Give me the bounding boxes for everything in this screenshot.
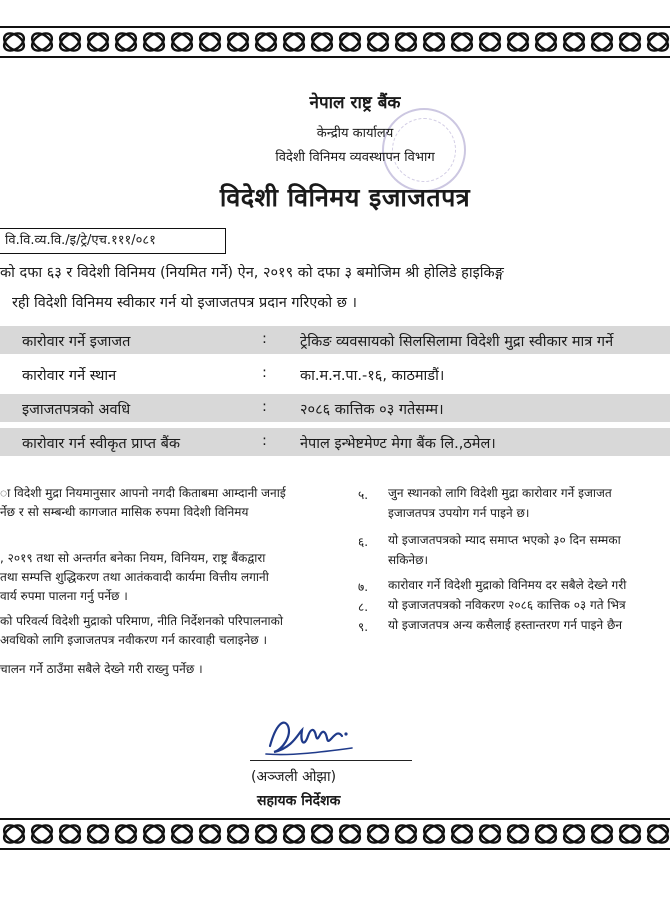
knot-loop bbox=[589, 822, 615, 846]
knot-loop bbox=[561, 822, 587, 846]
knot-loop bbox=[57, 822, 83, 846]
knot-loop bbox=[449, 30, 475, 54]
knot-loop bbox=[197, 822, 223, 846]
detail-label: कारोवार गर्ने स्थान bbox=[22, 368, 117, 384]
knot-loop bbox=[393, 30, 419, 54]
condition-line: सकिनेछ। bbox=[388, 553, 429, 567]
knot-loop bbox=[113, 30, 139, 54]
knot-loop bbox=[449, 822, 475, 846]
knot-loop bbox=[57, 30, 83, 54]
handwritten-signature bbox=[262, 712, 362, 764]
knot-loop bbox=[29, 30, 55, 54]
knot-loop bbox=[337, 822, 363, 846]
condition-line: कारोवार गर्ने विदेशी मुद्राको विनिमय दर सबैले देख्ने गरी bbox=[388, 578, 627, 592]
knot-loop bbox=[113, 822, 139, 846]
knot-loop bbox=[169, 822, 195, 846]
detail-row-permission bbox=[0, 326, 670, 354]
detail-value: २०८६ कात्तिक ०३ गतेसम्म। bbox=[300, 402, 444, 418]
detail-value: ट्रेकिङ व्यवसायको सिलसिलामा विदेशी मुद्रा स्वीकार मात्र गर्ने bbox=[300, 334, 614, 350]
condition-line: यो इजाजतपत्रको नविकरण २०८६ कात्तिक ०३ गते भित्र bbox=[388, 598, 626, 612]
detail-label: इजाजतपत्रको अवधि bbox=[22, 402, 131, 418]
condition-line: अवधिको लागि इजाजतपत्र नवीकरण गर्न कारवाही चलाइनेछ । bbox=[0, 633, 268, 647]
intro-line-2: रही विदेशी विनिमय स्वीकार गर्न यो इजाजतपत्र प्रदान गरिएको छ । bbox=[12, 295, 358, 311]
intro-line-1: को दफा ६३ र विदेशी विनिमय (नियमित गर्ने) ऐन, २०१९ को दफा ३ बमोजिम श्री होलिडे हाइकिङ्ग bbox=[0, 265, 504, 281]
knot-loop bbox=[617, 822, 643, 846]
knot-loop bbox=[141, 30, 167, 54]
knot-loop bbox=[281, 822, 307, 846]
knot-loop bbox=[561, 30, 587, 54]
knot-loop bbox=[505, 822, 531, 846]
knot-loop bbox=[253, 822, 279, 846]
detail-row-bank bbox=[0, 428, 670, 456]
detail-label: कारोवार गर्न स्वीकृत प्राप्त बैंक bbox=[22, 436, 180, 452]
knot-loop bbox=[393, 822, 419, 846]
knot-loop bbox=[85, 822, 111, 846]
knot-loop bbox=[337, 30, 363, 54]
knot-loop bbox=[141, 822, 167, 846]
document-title: विदेशी विनिमय इजाजतपत्र bbox=[219, 183, 471, 212]
knot-loop bbox=[505, 30, 531, 54]
condition-number: ६. bbox=[358, 535, 369, 549]
signer-designation: सहायक निर्देशक bbox=[257, 793, 341, 809]
knot-loop bbox=[309, 822, 335, 846]
knot-loop bbox=[169, 30, 195, 54]
decorative-top-border bbox=[0, 26, 670, 58]
org-name: नेपाल राष्ट्र बैंक bbox=[309, 93, 401, 113]
knot-loop bbox=[197, 30, 223, 54]
condition-line: यो इजाजतपत्रको म्याद समाप्त भएको ३० दिन सम्मका bbox=[388, 533, 621, 547]
knot-loop bbox=[365, 30, 391, 54]
detail-colon: : bbox=[262, 331, 267, 347]
reference-number-box bbox=[0, 228, 226, 254]
condition-number: ७. bbox=[358, 580, 369, 594]
knot-loop bbox=[477, 30, 503, 54]
knot-loop bbox=[1, 822, 27, 846]
condition-number: ९. bbox=[358, 620, 369, 634]
knot-loop bbox=[617, 30, 643, 54]
condition-line: ा विदेशी मुद्रा नियमानुसार आपनो नगदी किताबमा आम्दानी जनाई bbox=[0, 486, 286, 500]
condition-number: ८. bbox=[358, 600, 369, 614]
org-office: केन्द्रीय कार्यालय bbox=[316, 126, 394, 141]
knot-loop bbox=[253, 30, 279, 54]
reference-number: वि.वि.व्य.वि./इ/ट्रे/एच.१११/०८१ bbox=[5, 233, 156, 248]
knot-loop bbox=[309, 30, 335, 54]
knot-border-pattern bbox=[0, 820, 670, 848]
detail-label: कारोवार गर्ने इजाजत bbox=[22, 334, 131, 350]
detail-value: का.म.न.पा.-१६, काठमाडौं। bbox=[300, 368, 445, 384]
signer-name: (अञ्जली ओझा) bbox=[251, 769, 337, 785]
condition-line: वार्य रुपमा पालना गर्नु पर्नेछ । bbox=[0, 589, 128, 603]
knot-loop bbox=[421, 822, 447, 846]
knot-border-pattern bbox=[0, 28, 670, 56]
condition-line: जुन स्थानको लागि विदेशी मुद्रा कारोवार गर्ने इजाजत bbox=[388, 486, 612, 500]
detail-row-validity bbox=[0, 394, 670, 422]
knot-loop bbox=[477, 822, 503, 846]
detail-value: नेपाल इन्भेष्टमेण्ट मेगा बैंक लि.,ठमेल। bbox=[300, 436, 496, 452]
condition-number: ५. bbox=[358, 488, 369, 502]
decorative-bottom-border bbox=[0, 818, 670, 850]
knot-loop bbox=[421, 30, 447, 54]
condition-line: , २०१९ तथा सो अन्तर्गत बनेका नियम, विनियम, राष्ट्र बैंकद्वारा bbox=[0, 551, 266, 565]
condition-line: यो इजाजतपत्र अन्य कसैलाई हस्तान्तरण गर्न पाइने छैन bbox=[388, 618, 623, 632]
condition-line: इजाजतपत्र उपयोग गर्न पाइने छ। bbox=[388, 506, 530, 520]
knot-loop bbox=[225, 30, 251, 54]
knot-loop bbox=[533, 30, 559, 54]
knot-loop bbox=[281, 30, 307, 54]
signature-scribble bbox=[262, 712, 362, 760]
knot-loop bbox=[85, 30, 111, 54]
condition-line: को परिवर्त्य विदेशी मुद्राको परिमाण, नीति निर्देशनको परिपालनाको bbox=[0, 614, 283, 628]
condition-line: र्नेछ र सो सम्बन्धी कागजात मासिक रुपमा विदेशी विनिमय bbox=[0, 505, 249, 519]
knot-loop bbox=[225, 822, 251, 846]
knot-loop bbox=[1, 30, 27, 54]
knot-loop bbox=[365, 822, 391, 846]
detail-colon: : bbox=[262, 399, 267, 415]
detail-row-location bbox=[0, 360, 670, 388]
knot-loop bbox=[29, 822, 55, 846]
signature-line bbox=[250, 760, 412, 761]
detail-colon: : bbox=[262, 365, 267, 381]
knot-loop bbox=[589, 30, 615, 54]
knot-loop bbox=[533, 822, 559, 846]
condition-line: तथा सम्पत्ति शुद्धिकरण तथा आतंकवादी कार्यमा वित्तीय लगानी bbox=[0, 570, 269, 584]
detail-colon: : bbox=[262, 433, 267, 449]
org-department: विदेशी विनिमय व्यवस्थापन विभाग bbox=[275, 150, 435, 165]
condition-line: चालन गर्ने ठाउँमा सबैले देख्ने गरी राख्नु पर्नेछ । bbox=[0, 662, 203, 676]
